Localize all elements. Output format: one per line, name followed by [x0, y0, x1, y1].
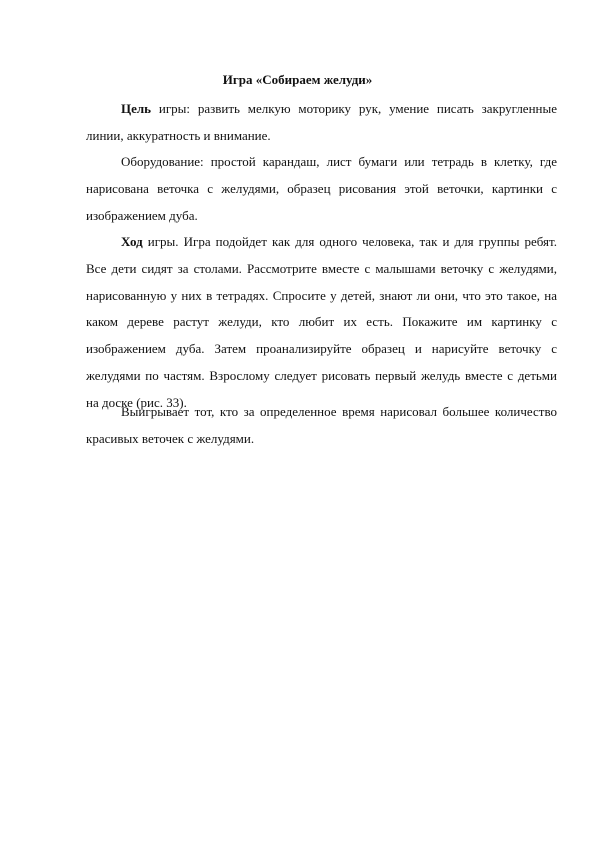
paragraph-text: Оборудование: простой карандаш, лист бумаги или тетрадь в клетку, где нарисована веточка с желудями, образец рисования этой веточки, картинки с изображением дуба. [86, 154, 557, 223]
paragraph-lead: Цель [121, 101, 152, 116]
paragraph-text: игры. Игра подойдет как для одного человека, так и для группы ребят. Все дети сидят за столами. Рассмотрите вместе с малышами веточку с желудями, нарисованную у них в тетрадях. Спросите у детей, знают ли они, что это такое, на каком дереве растут желуди, кто любит их есть. Покажите им картинку с изображением дуба. Затем проанализируйте образец и нарисуйте веточку с желудями по частям. Взрослому следует рисовать первый желудь вместе с детьми на доске (рис. 33). [86, 234, 557, 410]
paragraph-lead: Ход [121, 234, 143, 249]
paragraph-text: Выигрывает тот, кто за определенное время нарисовал большее количество красивых веточек с желудями. [86, 404, 557, 446]
paragraph-goal [86, 96, 557, 150]
paragraph-procedure [86, 229, 557, 417]
paragraph-equipment [86, 149, 557, 229]
paragraph-winner [86, 399, 557, 453]
paragraph-text: игры: развить мелкую моторику рук, умение писать закругленные линии, аккуратность и внимание. [86, 101, 557, 143]
document-title: Игра «Собираем желуди» [222, 72, 373, 87]
